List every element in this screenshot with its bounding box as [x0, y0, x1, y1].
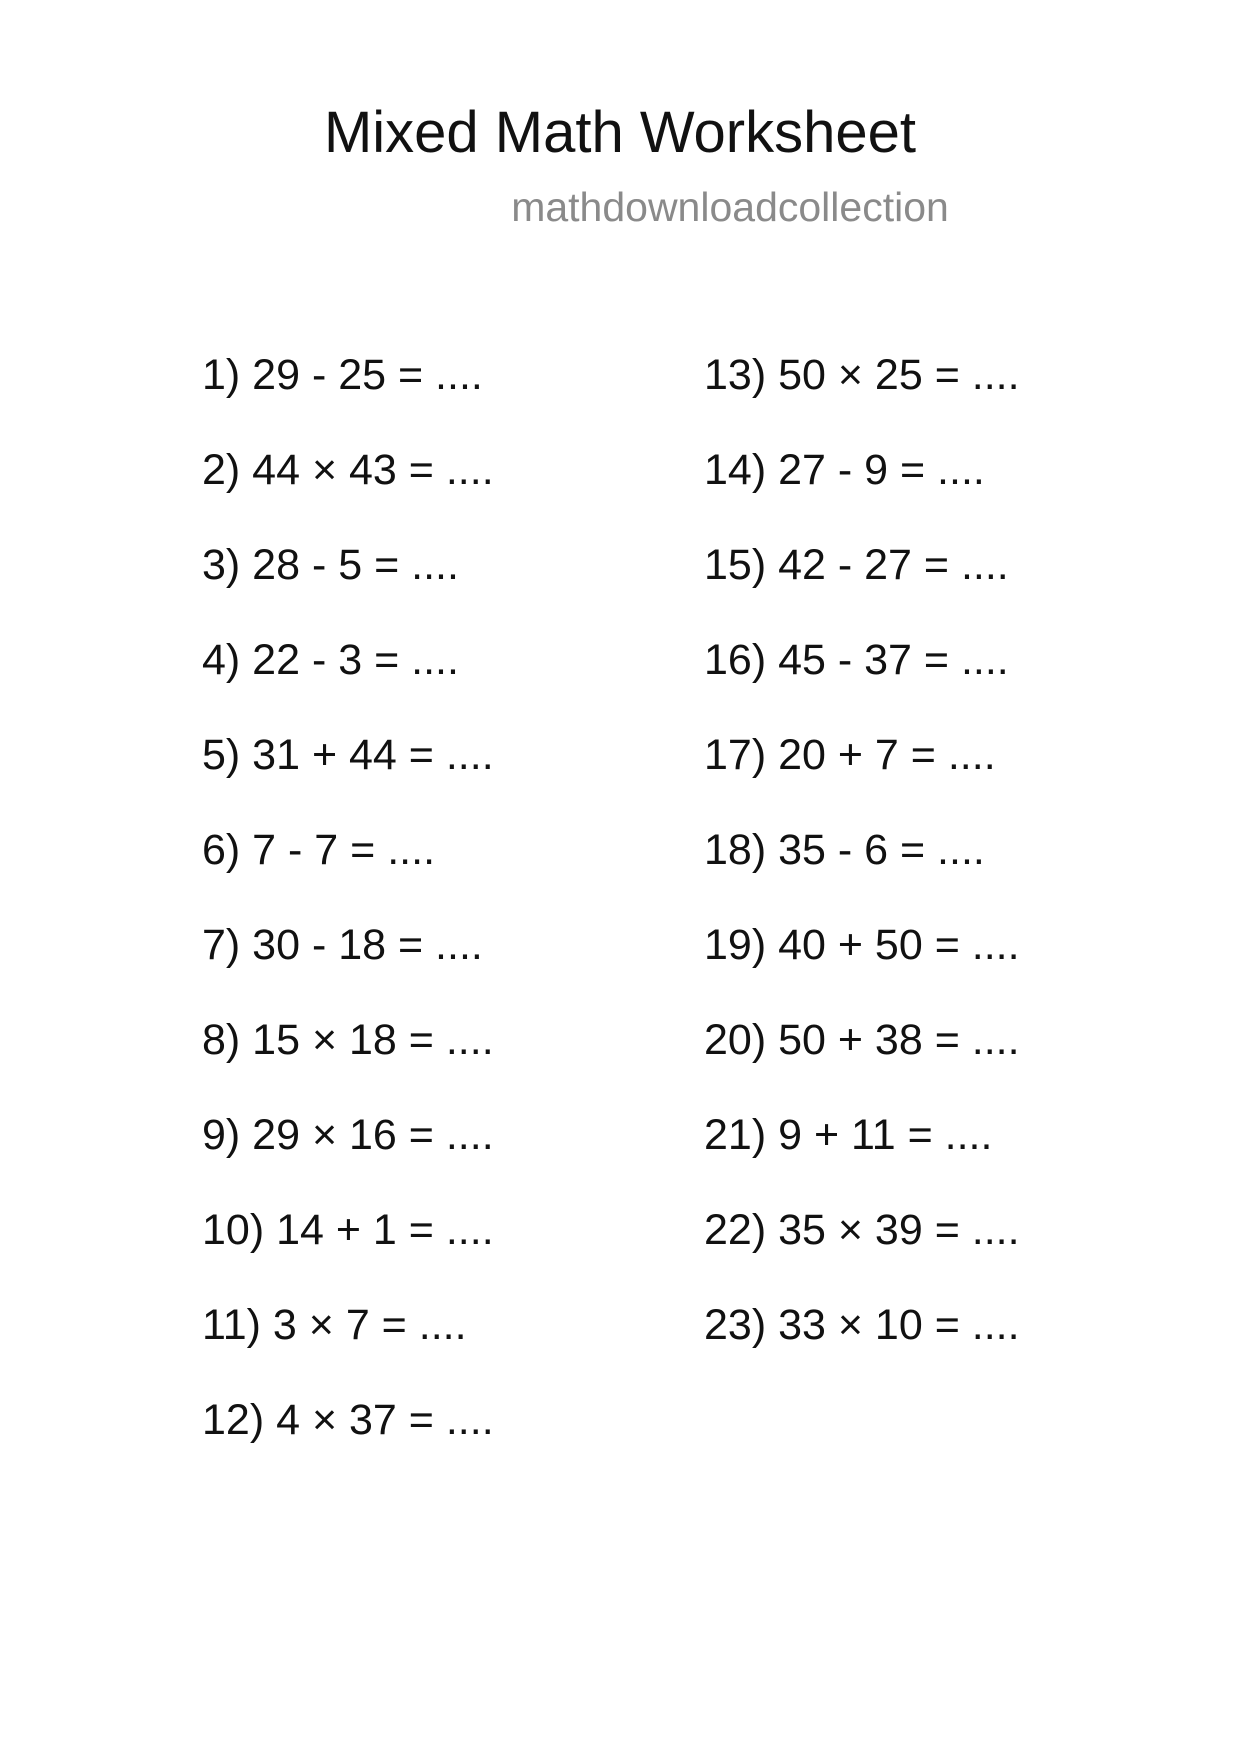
problem-item: 15) 42 - 27 = ....	[704, 541, 1009, 589]
problem-item: 2) 44 × 43 = ....	[202, 446, 494, 494]
problem-item: 12) 4 × 37 = ....	[202, 1396, 494, 1444]
problem-item: 10) 14 + 1 = ....	[202, 1206, 494, 1254]
problem-item: 3) 28 - 5 = ....	[202, 541, 459, 589]
problem-item: 13) 50 × 25 = ....	[704, 351, 1020, 399]
problem-list-right	[704, 345, 1020, 1390]
problem-item: 18) 35 - 6 = ....	[704, 826, 985, 874]
problem-item: 5) 31 + 44 = ....	[202, 731, 494, 779]
problem-item: 22) 35 × 39 = ....	[704, 1206, 1020, 1254]
problem-item: 9) 29 × 16 = ....	[202, 1111, 494, 1159]
problem-list-left	[202, 345, 494, 1485]
problem-item: 16) 45 - 37 = ....	[704, 636, 1009, 684]
problem-item: 7) 30 - 18 = ....	[202, 921, 483, 969]
worksheet-title: Mixed Math Worksheet	[323, 100, 917, 165]
problem-item: 1) 29 - 25 = ....	[202, 351, 483, 399]
problem-item: 20) 50 + 38 = ....	[704, 1016, 1020, 1064]
problem-item: 21) 9 + 11 = ....	[704, 1111, 993, 1159]
problem-item: 17) 20 + 7 = ....	[704, 731, 996, 779]
problem-item: 19) 40 + 50 = ....	[704, 921, 1020, 969]
problem-item: 4) 22 - 3 = ....	[202, 636, 459, 684]
problem-item: 23) 33 × 10 = ....	[704, 1301, 1020, 1349]
problem-item: 8) 15 × 18 = ....	[202, 1016, 494, 1064]
problem-item: 14) 27 - 9 = ....	[704, 446, 985, 494]
problem-item: 6) 7 - 7 = ....	[202, 826, 436, 874]
worksheet-subtitle: mathdownloadcollection	[511, 184, 949, 230]
problem-item: 11) 3 × 7 = ....	[202, 1301, 467, 1349]
